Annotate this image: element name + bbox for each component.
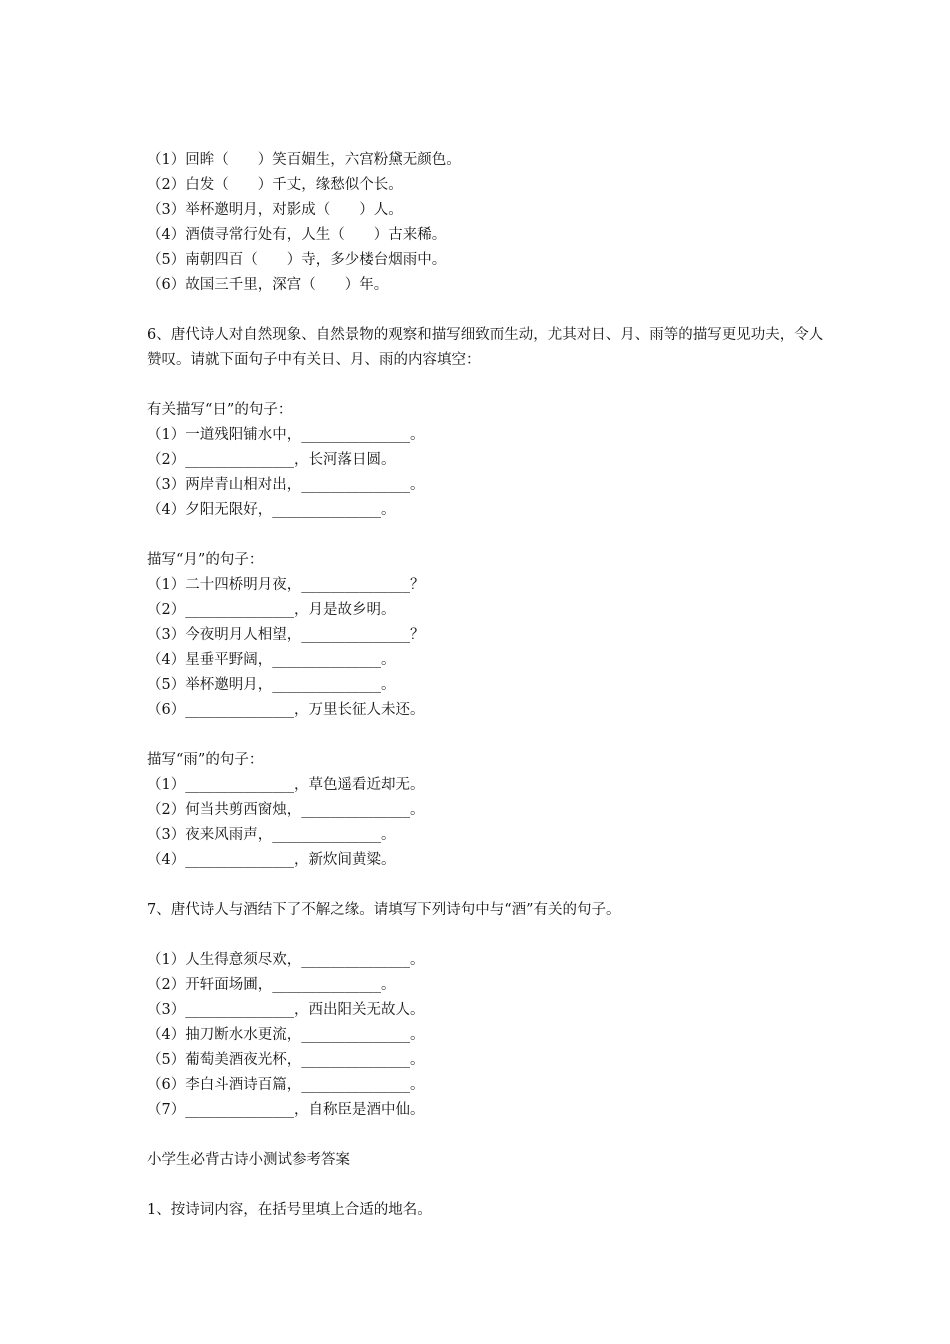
list-item: （4）星垂平野阔，_______________。: [147, 652, 396, 668]
rain-heading: 描写“雨”的句子：: [147, 752, 264, 768]
section5-list: [147, 148, 827, 298]
list-item: （6）_______________，万里长征人未还。: [147, 702, 425, 718]
list-item: （3）_______________，西出阳关无故人。: [147, 1002, 425, 1018]
list-item: （5）举杯邀明月，_______________。: [147, 677, 396, 693]
rain-list: [147, 773, 827, 873]
list-item: （5）葡萄美酒夜光杯，_______________。: [147, 1052, 425, 1068]
list-item: （4）_______________，新炊间黄粱。: [147, 852, 396, 868]
list-item: （2）何当共剪西窗烛，_______________。: [147, 802, 425, 818]
list-item: （4）酒债寻常行处有，人生（ ）古来稀。: [147, 227, 447, 243]
question-6-prompt: 6、唐代诗人对自然现象、自然景物的观察和描写细致而生动，尤其对日、月、雨等的描写更见功夫，令人赞叹。请就下面句子中有关日、月、雨的内容填空：: [147, 327, 824, 368]
list-item: （3）今夜明月人相望，_______________？: [147, 627, 425, 643]
list-item: （4）抽刀断水水更流，_______________。: [147, 1027, 425, 1043]
list-item: （1）人生得意须尽欢，_______________。: [147, 952, 425, 968]
list-item: （2）白发（ ）千丈，缘愁似个长。: [147, 177, 403, 193]
list-item: （3）夜来风雨声，_______________。: [147, 827, 396, 843]
wine-list: [147, 948, 827, 1123]
moon-list: [147, 573, 827, 723]
list-item: （5）南朝四百（ ）寺，多少楼台烟雨中。: [147, 252, 447, 268]
list-item: （3）举杯邀明月，对影成（ ）人。: [147, 202, 403, 218]
answer-1-prompt: 1、按诗词内容，在括号里填上合适的地名。: [147, 1202, 432, 1218]
sun-list: [147, 423, 827, 523]
list-item: （1）回眸（ ）笑百媚生，六宫粉黛无颜色。: [147, 152, 461, 168]
list-item: （1）一道残阳铺水中，_______________。: [147, 427, 425, 443]
list-item: （2）_______________，长河落日圆。: [147, 452, 396, 468]
list-item: （2）_______________，月是故乡明。: [147, 602, 396, 618]
list-item: （6）故国三千里，深宫（ ）年。: [147, 277, 389, 293]
list-item: （2）开轩面场圃，_______________。: [147, 977, 396, 993]
answers-title: 小学生必背古诗小测试参考答案: [147, 1152, 350, 1168]
list-item: （3）两岸青山相对出，_______________。: [147, 477, 425, 493]
list-item: （7）_______________，自称臣是酒中仙。: [147, 1102, 425, 1118]
list-item: （6）李白斗酒诗百篇，_______________。: [147, 1077, 425, 1093]
list-item: （4）夕阳无限好，_______________。: [147, 502, 396, 518]
sun-heading: 有关描写“日”的句子：: [147, 402, 293, 418]
question-7-prompt: 7、唐代诗人与酒结下了不解之缘。请填写下列诗句中与“酒”有关的句子。: [147, 902, 621, 918]
list-item: （1）_______________，草色遥看近却无。: [147, 777, 425, 793]
moon-heading: 描写“月”的句子：: [147, 552, 264, 568]
document-page: [147, 148, 827, 1223]
list-item: （1）二十四桥明月夜，_______________？: [147, 577, 425, 593]
